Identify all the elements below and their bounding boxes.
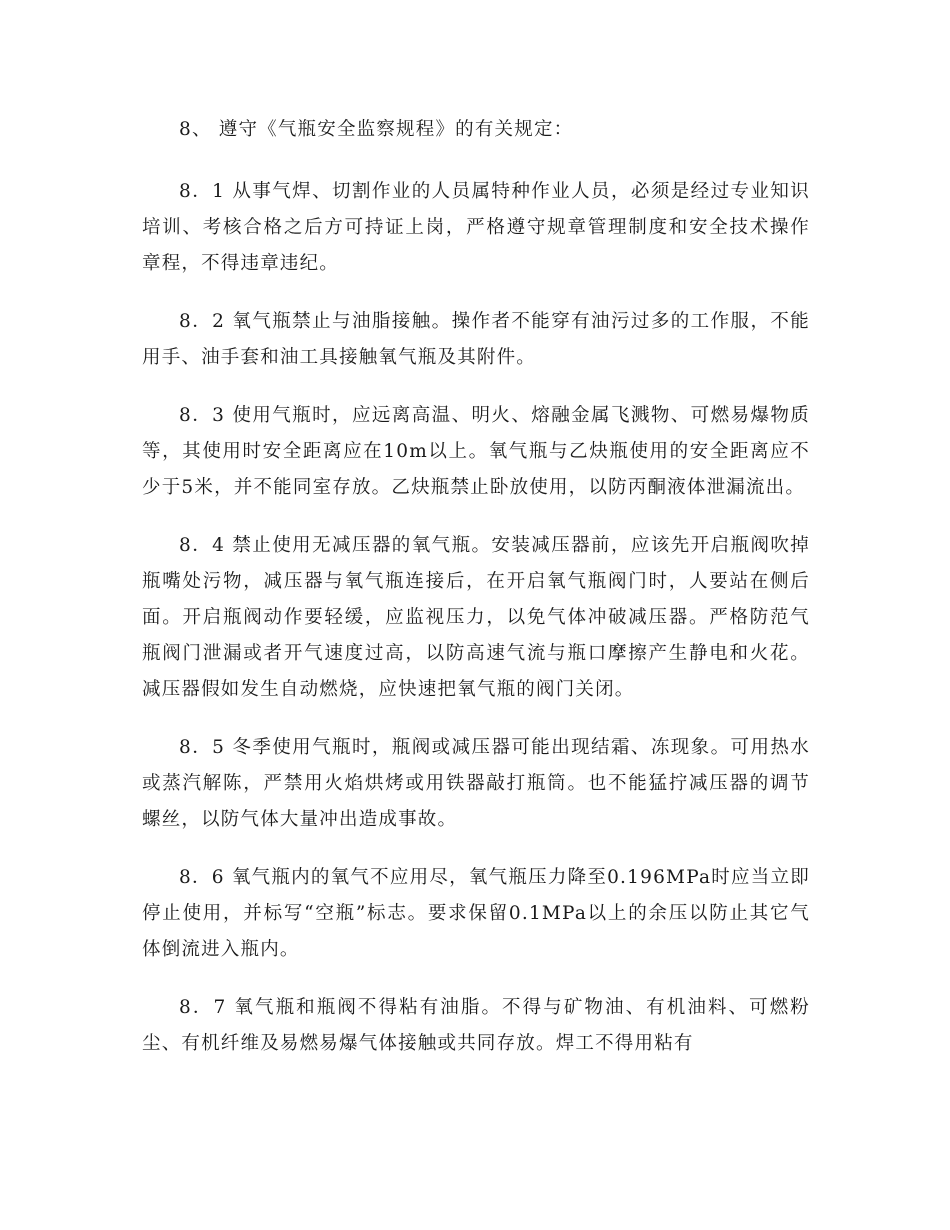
section-heading: 8、 遵守《气瓶安全监察规程》的有关规定： xyxy=(179,119,574,140)
paragraph-8-2: 8．2 氧气瓶禁止与油脂接触。操作者不能穿有油污过多的工作服，不能用手、油手套和油工具接触氧气瓶及其附件。 xyxy=(142,311,810,368)
document-body xyxy=(142,112,810,1084)
paragraph-8-6: 8．6 氧气瓶内的氧气不应用尽，氧气瓶压力降至0.196MPa时应当立即停止使用，并标写“空瓶”标志。要求保留0.1MPa以上的余压以防止其它气体倒流进入瓶内。 xyxy=(142,867,810,960)
paragraph-8-1: 8．1 从事气焊、切割作业的人员属特种作业人员，必须是经过专业知识培训、考核合格之后方可持证上岗，严格遵守规章管理制度和安全技术操作章程，不得违章违纪。 xyxy=(142,181,810,274)
paragraph-8-7: 8．7 氧气瓶和瓶阀不得粘有油脂。不得与矿物油、有机油料、可燃粉尘、有机纤维及易燃易爆气体接触或共同存放。焊工不得用粘有 xyxy=(142,997,810,1054)
paragraph-8-4: 8．4 禁止使用无减压器的氧气瓶。安装减压器前，应该先开启瓶阀吹掉瓶嘴处污物，减压器与氧气瓶连接后，在开启氧气瓶阀门时，人要站在侧后面。开启瓶阀动作要轻缓，应监视压力，以免气体冲破减压器。严格防范气瓶阀门泄漏或者开气速度过高，以防高速气流与瓶口摩擦产生静电和火花。减压器假如发生自动燃烧，应快速把氧气瓶的阀门关闭。 xyxy=(142,535,810,700)
paragraph-8-3: 8．3 使用气瓶时，应远离高温、明火、熔融金属飞溅物、可燃易爆物质等，其使用时安全距离应在10m以上。氧气瓶与乙炔瓶使用的安全距离应不少于5米，并不能同室存放。乙炔瓶禁止卧放使用，以防丙酮液体泄漏流出。 xyxy=(142,405,810,498)
paragraph-8-5: 8．5 冬季使用气瓶时，瓶阀或减压器可能出现结霜、冻现象。可用热水或蒸汽解陈，严禁用火焰烘烤或用铁器敲打瓶筒。也不能猛拧减压器的调节螺丝，以防气体大量冲出造成事故。 xyxy=(142,737,810,830)
